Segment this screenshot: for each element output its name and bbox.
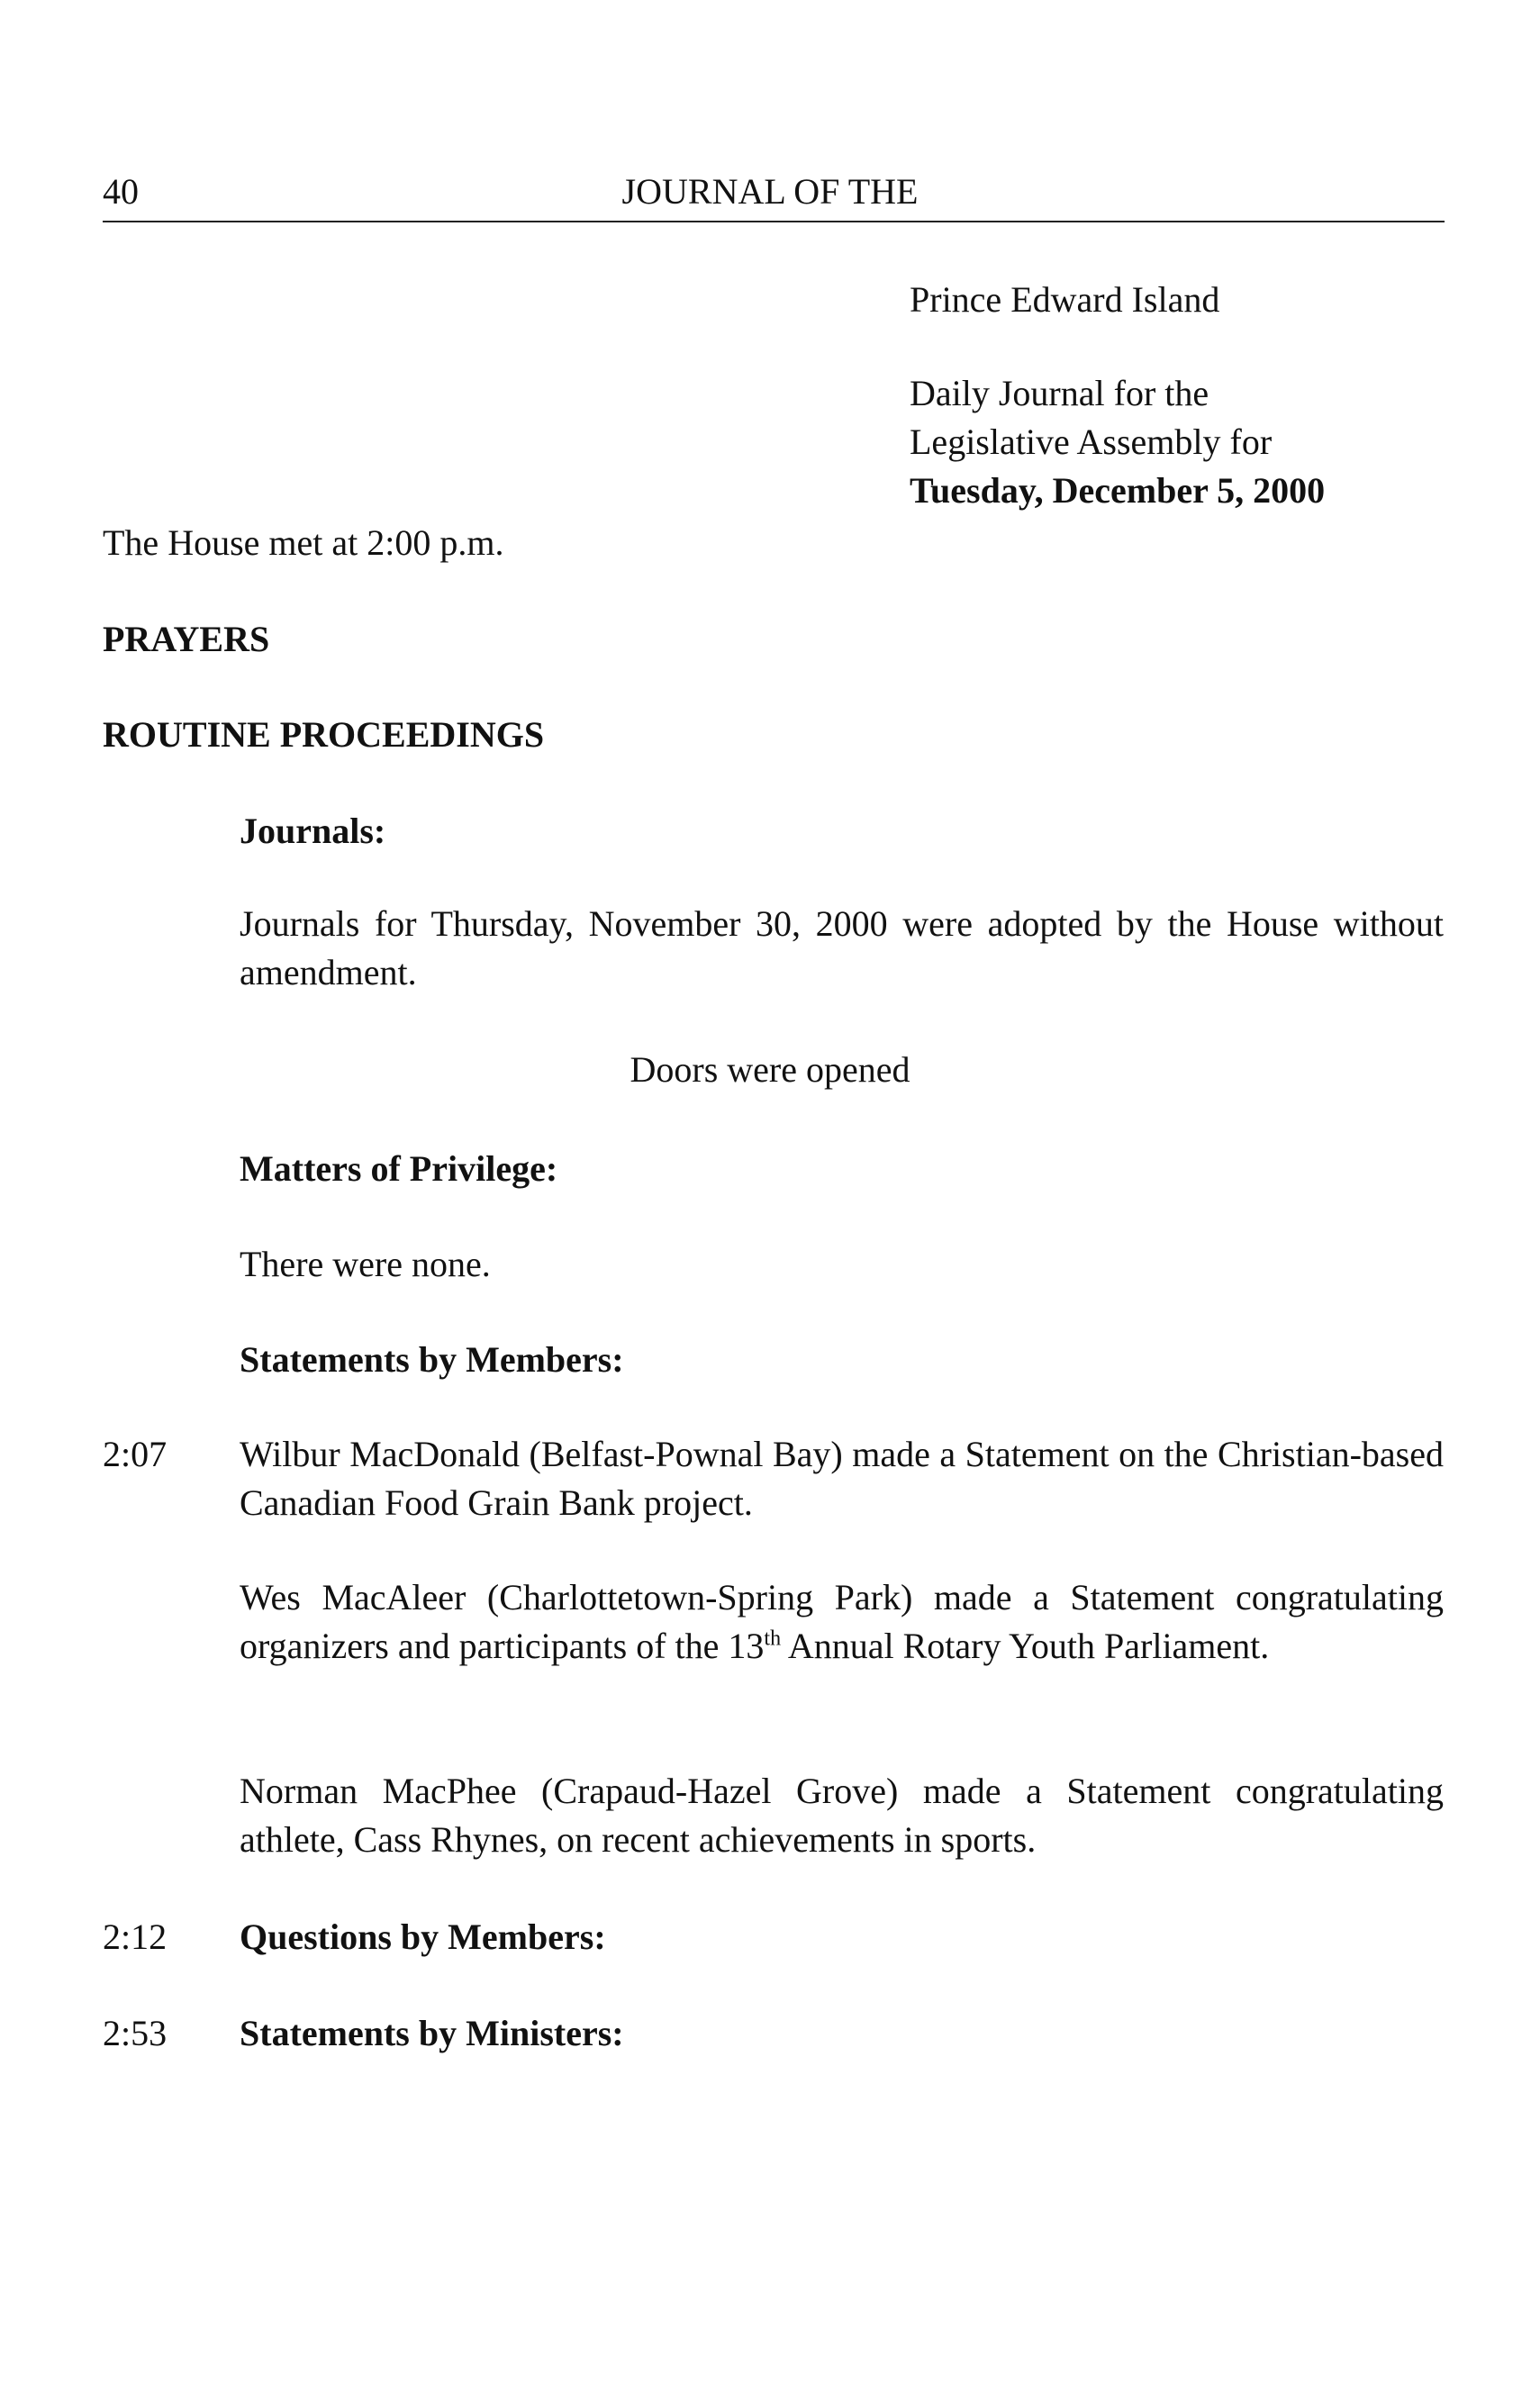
matters-of-privilege-heading: Matters of Privilege:: [240, 1148, 558, 1189]
matters-of-privilege-text: There were none.: [240, 1244, 491, 1284]
time-stamp: 2:53: [103, 2013, 168, 2053]
doors-opened-note: Doors were opened: [630, 1049, 910, 1090]
house-met-time: The House met at 2:00 p.m.: [103, 522, 504, 563]
province-name: Prince Edward Island: [910, 279, 1220, 320]
running-head: JOURNAL OF THE: [621, 171, 919, 212]
journal-description-line-1: Daily Journal for the: [910, 373, 1209, 413]
journal-description: [910, 369, 1450, 515]
journal-date: Tuesday, December 5, 2000: [910, 470, 1326, 511]
member-statement-text: Annual Rotary Youth Parliament.: [781, 1626, 1270, 1666]
journal-description-line-2: Legislative Assembly for: [910, 421, 1273, 462]
ordinal-suffix: th: [764, 1626, 782, 1651]
member-statement: Norman MacPhee (Crapaud-Hazel Grove) made a Statement congratulating athlete, Cass Rhynes, on recent achievements in sports.: [240, 1771, 1444, 1860]
statements-by-ministers-heading: Statements by Ministers:: [240, 2013, 624, 2053]
time-stamp: 2:12: [103, 1916, 168, 1957]
member-statement-text: Wes MacAleer (Charlottetown-Spring Park) made a Statement congratulating organizers and participants of the 13: [240, 1577, 1444, 1666]
journals-text: Journals for Thursday, November 30, 2000 were adopted by the House without amendment.: [240, 903, 1444, 992]
member-statement: Wilbur MacDonald (Belfast-Pownal Bay) made a Statement on the Christian-based Canadian Food Grain Bank project.: [240, 1434, 1444, 1523]
member-statement: [240, 1573, 1444, 1671]
statements-by-members-heading: Statements by Members:: [240, 1339, 624, 1380]
time-stamp: 2:07: [103, 1434, 168, 1474]
header-rule: [103, 221, 1445, 222]
questions-by-members-heading: Questions by Members:: [240, 1916, 606, 1957]
prayers-heading: PRAYERS: [103, 619, 270, 659]
page-number: 40: [103, 171, 139, 212]
journals-heading: Journals:: [240, 811, 386, 851]
routine-proceedings-heading: ROUTINE PROCEEDINGS: [103, 714, 545, 755]
